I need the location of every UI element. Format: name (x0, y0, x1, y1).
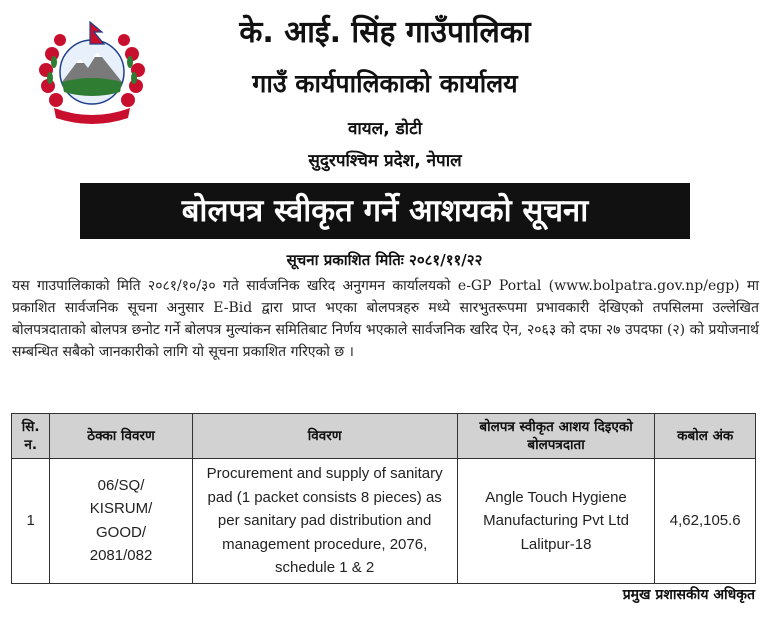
cell-amount: 4,62,105.6 (655, 459, 756, 584)
published-date: सूचना प्रकाशित मितिः २०८१/११/२२ (286, 251, 483, 269)
government-emblem (32, 14, 152, 126)
cell-serial: 1 (12, 459, 50, 584)
col-description: विवरण (192, 414, 457, 459)
table-row (12, 459, 756, 584)
col-bidder: बोलपत्र स्वीकृत आशय दिइएको बोलपत्रदाता (457, 414, 655, 459)
col-contract: ठेक्का विवरण (50, 414, 192, 459)
cell-contract: 06/SQ/ KISRUM/ GOOD/ 2081/082 (50, 459, 192, 584)
cell-description: Procurement and supply of sanitary pad (1 packet consists 8 pieces) as per sanitary pad distribution and management procedure, 2076, schedule 1 & 2 (192, 459, 457, 584)
province-name: सुदुरपश्चिम प्रदेश, नेपाल (308, 151, 462, 171)
office-location: वायल, डोटी (347, 119, 423, 139)
municipality-name: के. आई. सिंह गाउँपालिका (239, 15, 531, 50)
bid-table (11, 413, 756, 584)
office-name: गाउँ कार्यपालिकाको कार्यालय (252, 69, 518, 98)
table-header-row (12, 414, 756, 459)
col-serial: सि. न. (12, 414, 50, 459)
cell-bidder: Angle Touch Hygiene Manufacturing Pvt Ltd Lalitpur-18 (457, 459, 655, 584)
notice-title: बोलपत्र स्वीकृत गर्ने आशयको सूचना (80, 183, 690, 239)
col-amount: कबोल अंक (655, 414, 756, 459)
notice-body: यस गाउपालिकाको मिति २०८१/१०/३० गते सार्वजनिक खरिद अनुगमन कार्यालयको e-GP Portal (www.bolpatra.gov.np/egp) मा प्रकाशित सार्वजनिक सूचना अनुसार E-Bid द्वारा प्राप्त भएका बोलपत्रहरु मध्ये सारभुतरूपमा प्रभावकारी देखिएको तपसिलमा उल्लेखित बोलपत्रदाताको बोलपत्र छनोट गर्ने बोलपत्र मुल्यांकन समितिबाट निर्णय भएकाले सार्वजनिक खरिद ऐन, २०६३ को दफा २७ उपदफा (२) को प्रयोजनार्थ सम्बन्धित सबैको जानकारीको लागि यो सूचना प्रकाशित गरिएको छ । (12, 278, 759, 360)
signatory: प्रमुख प्रशासकीय अधिकृत (622, 587, 755, 603)
